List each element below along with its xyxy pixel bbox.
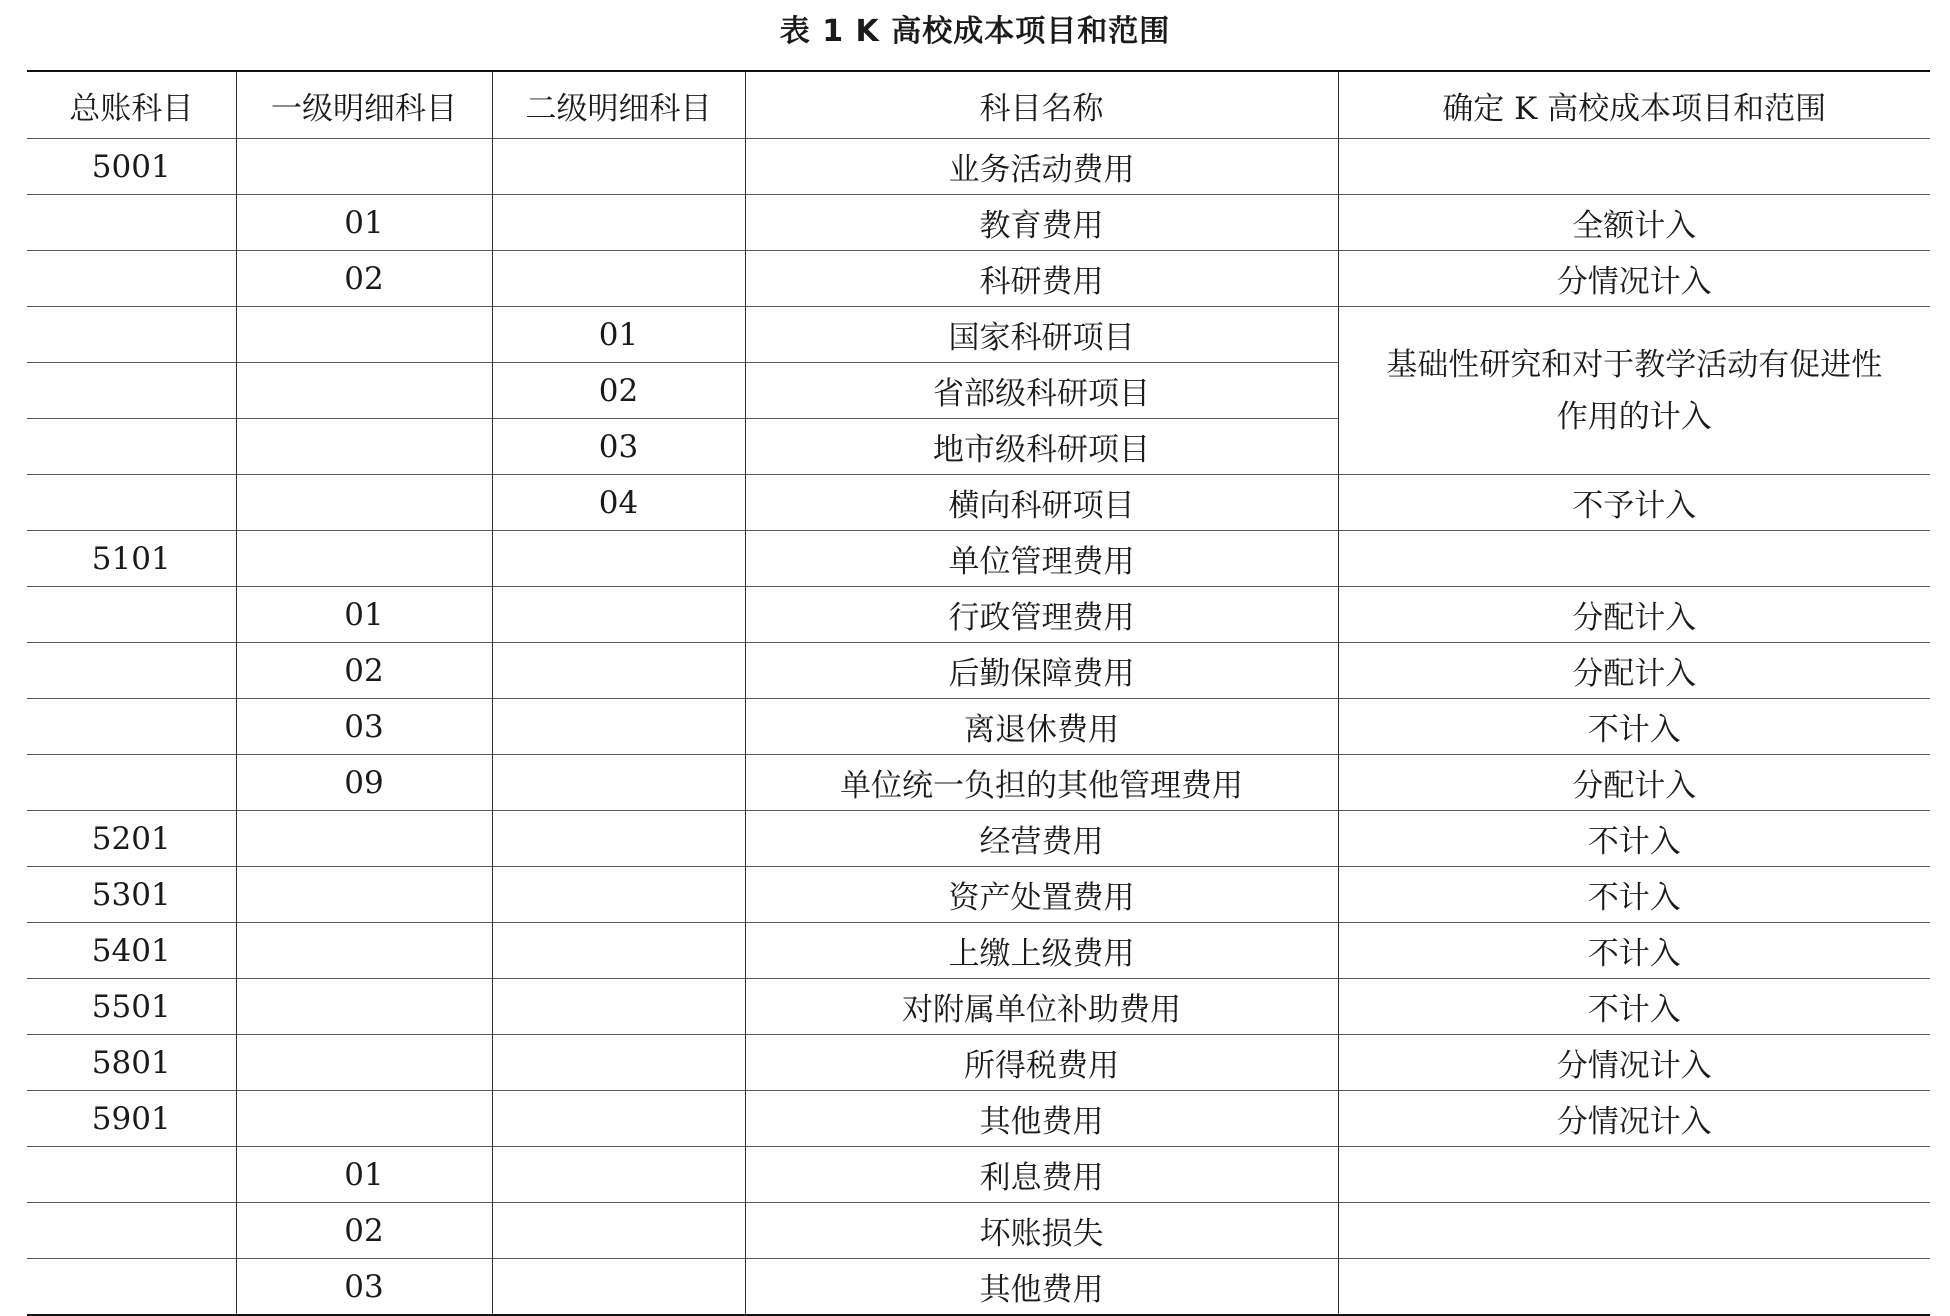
cell-level1: 01 (236, 195, 492, 251)
cell-level1: 02 (236, 1203, 492, 1259)
cell-general-ledger: 5501 (27, 979, 236, 1035)
cell-account-name: 上缴上级费用 (745, 923, 1338, 979)
cell-account-name: 地市级科研项目 (745, 419, 1338, 475)
cell-scope: 分配计入 (1338, 587, 1930, 643)
table-row (27, 195, 1930, 251)
table-row (27, 139, 1930, 195)
cell-general-ledger: 5001 (27, 139, 236, 195)
cell-account-name: 教育费用 (745, 195, 1338, 251)
cell-scope: 分情况计入 (1338, 251, 1930, 307)
table-row (27, 531, 1930, 587)
cell-account-name: 所得税费用 (745, 1035, 1338, 1091)
cell-general-ledger (27, 699, 236, 755)
cell-account-name: 对附属单位补助费用 (745, 979, 1338, 1035)
cell-general-ledger: 5801 (27, 1035, 236, 1091)
cell-general-ledger: 5301 (27, 867, 236, 923)
header-cost-scope: 确定 K 高校成本项目和范围 (1338, 71, 1930, 139)
cell-scope: 分配计入 (1338, 643, 1930, 699)
cell-scope: 分情况计入 (1338, 1091, 1930, 1147)
cell-scope: 全额计入 (1338, 195, 1930, 251)
table-row (27, 923, 1930, 979)
cell-general-ledger (27, 587, 236, 643)
cell-general-ledger: 5201 (27, 811, 236, 867)
cell-account-name: 经营费用 (745, 811, 1338, 867)
cell-level2: 03 (492, 419, 745, 475)
table-row (27, 811, 1930, 867)
cell-level1 (236, 475, 492, 531)
cell-account-name: 后勤保障费用 (745, 643, 1338, 699)
cell-level1 (236, 811, 492, 867)
cell-account-name: 单位统一负担的其他管理费用 (745, 755, 1338, 811)
cell-account-name: 横向科研项目 (745, 475, 1338, 531)
cell-scope (1338, 531, 1930, 587)
cell-level1 (236, 419, 492, 475)
cell-general-ledger: 5401 (27, 923, 236, 979)
cell-level2 (492, 755, 745, 811)
cell-scope: 分配计入 (1338, 755, 1930, 811)
cell-general-ledger (27, 195, 236, 251)
table-row (27, 1203, 1930, 1259)
table-body (27, 139, 1930, 1316)
cell-account-name: 离退休费用 (745, 699, 1338, 755)
cell-level2 (492, 587, 745, 643)
cell-level1: 02 (236, 251, 492, 307)
table-row (27, 587, 1930, 643)
table-row (27, 979, 1930, 1035)
cell-scope: 不予计入 (1338, 475, 1930, 531)
cell-scope: 不计入 (1338, 923, 1930, 979)
cell-account-name: 科研费用 (745, 251, 1338, 307)
cell-level2 (492, 1147, 745, 1203)
cell-level2 (492, 923, 745, 979)
cell-level2 (492, 531, 745, 587)
scope-text-line-2: 作用的计入 (1556, 398, 1712, 435)
cell-level1: 01 (236, 1147, 492, 1203)
cell-level2 (492, 643, 745, 699)
cell-level1 (236, 307, 492, 363)
cell-level1: 01 (236, 587, 492, 643)
cell-level2 (492, 867, 745, 923)
cell-general-ledger (27, 643, 236, 699)
table-row (27, 475, 1930, 531)
cell-level1 (236, 139, 492, 195)
cell-general-ledger: 5101 (27, 531, 236, 587)
cell-level1 (236, 531, 492, 587)
cell-level2: 04 (492, 475, 745, 531)
cell-scope (1338, 139, 1930, 195)
cell-scope (1338, 1203, 1930, 1259)
cell-level2 (492, 1203, 745, 1259)
table-row (27, 643, 1930, 699)
cell-level1: 09 (236, 755, 492, 811)
cell-level2: 01 (492, 307, 745, 363)
header-row (27, 71, 1930, 139)
cell-account-name: 业务活动费用 (745, 139, 1338, 195)
cell-general-ledger: 5901 (27, 1091, 236, 1147)
cell-account-name: 行政管理费用 (745, 587, 1338, 643)
table-row (27, 699, 1930, 755)
cell-level2 (492, 1035, 745, 1091)
cell-general-ledger (27, 363, 236, 419)
cell-level2 (492, 139, 745, 195)
table-row (27, 867, 1930, 923)
cell-scope: 不计入 (1338, 867, 1930, 923)
header-level2-detail: 二级明细科目 (492, 71, 745, 139)
cell-level2: 02 (492, 363, 745, 419)
cell-account-name: 其他费用 (745, 1091, 1338, 1147)
table-row (27, 1091, 1930, 1147)
cell-level1: 02 (236, 643, 492, 699)
table-row (27, 251, 1930, 307)
table-header (27, 71, 1930, 139)
cell-account-name: 利息费用 (745, 1147, 1338, 1203)
cell-scope: 不计入 (1338, 811, 1930, 867)
cell-level1 (236, 923, 492, 979)
cell-scope: 分情况计入 (1338, 1035, 1930, 1091)
cell-level1 (236, 1035, 492, 1091)
table-row (27, 755, 1930, 811)
cell-level2 (492, 1091, 745, 1147)
cell-general-ledger (27, 755, 236, 811)
table-caption: 表 1 K 高校成本项目和范围 (779, 14, 1171, 49)
cell-account-name: 国家科研项目 (745, 307, 1338, 363)
cell-general-ledger (27, 1147, 236, 1203)
cell-scope (1338, 1259, 1930, 1316)
cell-level2 (492, 811, 745, 867)
header-account-name: 科目名称 (745, 71, 1338, 139)
cell-general-ledger (27, 307, 236, 363)
cell-scope-merged (1338, 307, 1930, 475)
cell-scope: 不计入 (1338, 979, 1930, 1035)
cell-general-ledger (27, 1259, 236, 1316)
cell-level1: 03 (236, 699, 492, 755)
cell-level1 (236, 1091, 492, 1147)
cell-scope: 不计入 (1338, 699, 1930, 755)
table-row (27, 1259, 1930, 1316)
table-row (27, 1147, 1930, 1203)
cell-general-ledger (27, 475, 236, 531)
cell-level1 (236, 979, 492, 1035)
cell-scope (1338, 1147, 1930, 1203)
cell-account-name: 其他费用 (745, 1259, 1338, 1316)
cost-items-table (27, 70, 1930, 1316)
cell-general-ledger (27, 251, 236, 307)
cell-level2 (492, 699, 745, 755)
cell-general-ledger (27, 1203, 236, 1259)
scope-text-line-1: 基础性研究和对于教学活动有促进性 (1386, 346, 1883, 383)
cell-account-name: 单位管理费用 (745, 531, 1338, 587)
cell-level2 (492, 1259, 745, 1316)
header-level1-detail: 一级明细科目 (236, 71, 492, 139)
cell-general-ledger (27, 419, 236, 475)
cell-level1 (236, 363, 492, 419)
table-row (27, 1035, 1930, 1091)
cell-level1: 03 (236, 1259, 492, 1316)
cell-level2 (492, 195, 745, 251)
table-row (27, 307, 1930, 363)
cell-account-name: 坏账损失 (745, 1203, 1338, 1259)
cell-level2 (492, 979, 745, 1035)
cell-level2 (492, 251, 745, 307)
cell-account-name: 省部级科研项目 (745, 363, 1338, 419)
cell-level1 (236, 867, 492, 923)
cell-account-name: 资产处置费用 (745, 867, 1338, 923)
header-general-ledger: 总账科目 (27, 71, 236, 139)
